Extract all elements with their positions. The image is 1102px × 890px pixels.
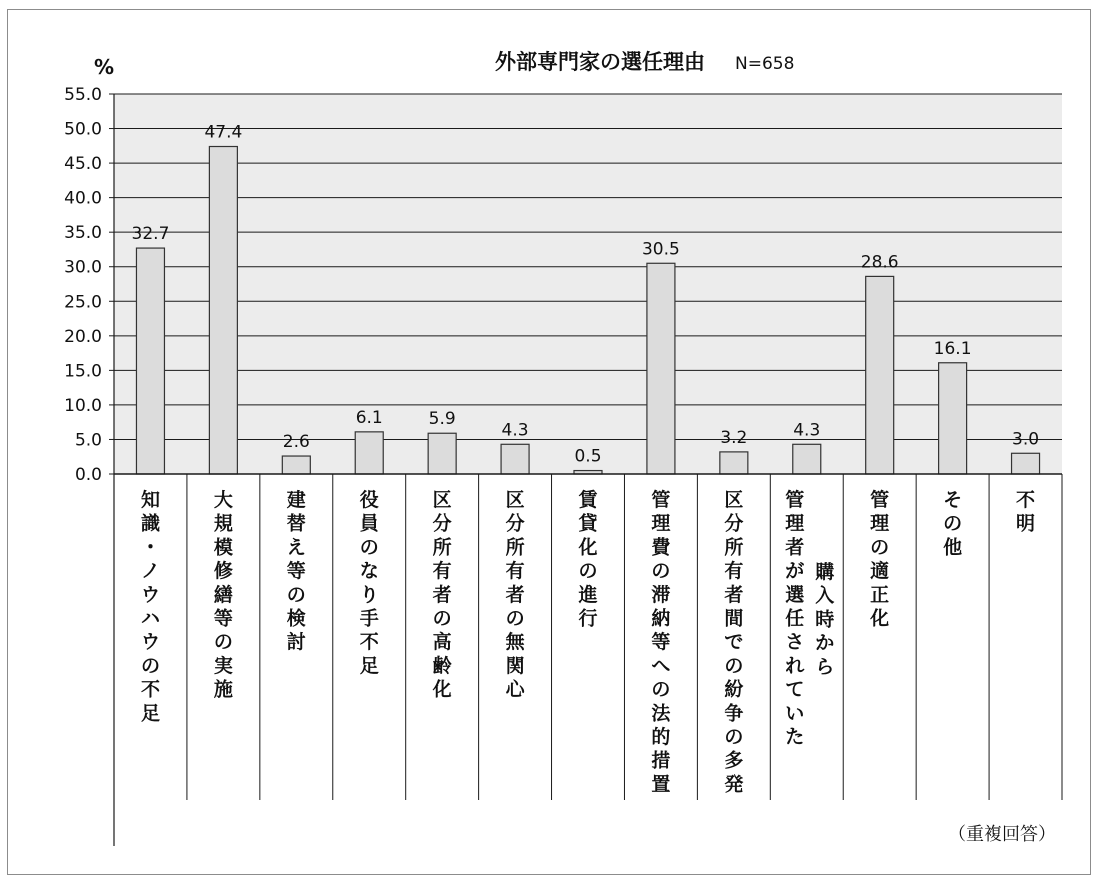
data-label: 30.5 [641, 239, 680, 260]
bar [793, 444, 821, 474]
data-label: 3.2 [720, 427, 748, 448]
data-label: 28.6 [860, 252, 899, 273]
x-tick-label: 区分所有者の無関心 [505, 489, 525, 701]
sample-size: N=658 [735, 54, 795, 74]
data-label: 47.4 [204, 122, 243, 143]
data-label: 16.1 [933, 338, 972, 359]
y-tick-label: 15.0 [64, 361, 102, 382]
bar-chart [8, 10, 1092, 876]
x-tick-label: 建替え等の検討 [286, 489, 306, 654]
bar [647, 263, 675, 474]
x-axis-labels [141, 488, 1035, 795]
bar [282, 456, 310, 474]
chart-frame [7, 9, 1091, 875]
bar [720, 452, 748, 474]
x-tick-label: 購入時から [815, 561, 835, 678]
x-tick-label: 区分所有者の高齢化 [432, 489, 452, 701]
footnote: （重複回答） [948, 824, 1056, 845]
bar [501, 444, 529, 474]
y-tick-label: 30.0 [64, 257, 102, 278]
x-tick-label: 不明 [1016, 489, 1036, 535]
y-tick-label: 45.0 [64, 154, 102, 175]
x-tick-label: 管理者が選任されていた [785, 489, 805, 748]
y-tick-label: 50.0 [64, 119, 102, 140]
data-label: 6.1 [355, 407, 383, 428]
x-tick-label: 知識・ノウハウの不足 [140, 489, 160, 725]
plot-area [114, 94, 1062, 474]
bar [939, 363, 967, 474]
bar [209, 147, 237, 474]
y-tick-label: 25.0 [64, 292, 102, 313]
y-tick-label: 40.0 [64, 188, 102, 209]
data-label: 3.0 [1012, 429, 1040, 450]
y-tick-label: 0.0 [74, 465, 102, 485]
y-tick-label: 55.0 [64, 85, 102, 105]
y-axis [64, 85, 114, 846]
y-axis-unit: % [94, 55, 115, 79]
x-tick-label: 区分所有者間での紛争の多発 [724, 489, 744, 796]
y-tick-label: 10.0 [64, 395, 102, 416]
bar [1012, 453, 1040, 474]
bar [866, 276, 894, 474]
x-tick-label: 大規模修繕等の実施 [213, 489, 233, 701]
data-label: 0.5 [574, 446, 602, 467]
y-tick-label: 5.0 [74, 430, 102, 451]
data-label: 4.3 [793, 420, 821, 441]
data-label: 4.3 [501, 420, 529, 441]
bar [355, 432, 383, 474]
x-tick-label: 役員のなり手不足 [359, 489, 379, 677]
x-tick-label: 賃貸化の進行 [578, 489, 598, 630]
bar [136, 248, 164, 474]
y-tick-label: 20.0 [64, 326, 102, 347]
x-tick-label: 管理の適正化 [870, 489, 890, 630]
x-tick-label: その他 [943, 489, 963, 559]
data-label: 5.9 [428, 409, 456, 430]
chart-title: 外部専門家の選任理由 [495, 50, 705, 74]
data-label: 2.6 [282, 432, 310, 453]
y-tick-label: 35.0 [64, 223, 102, 244]
x-tick-label: 管理費の滞納等への法的措置 [651, 489, 671, 796]
data-label: 32.7 [131, 224, 170, 245]
bar [428, 433, 456, 474]
